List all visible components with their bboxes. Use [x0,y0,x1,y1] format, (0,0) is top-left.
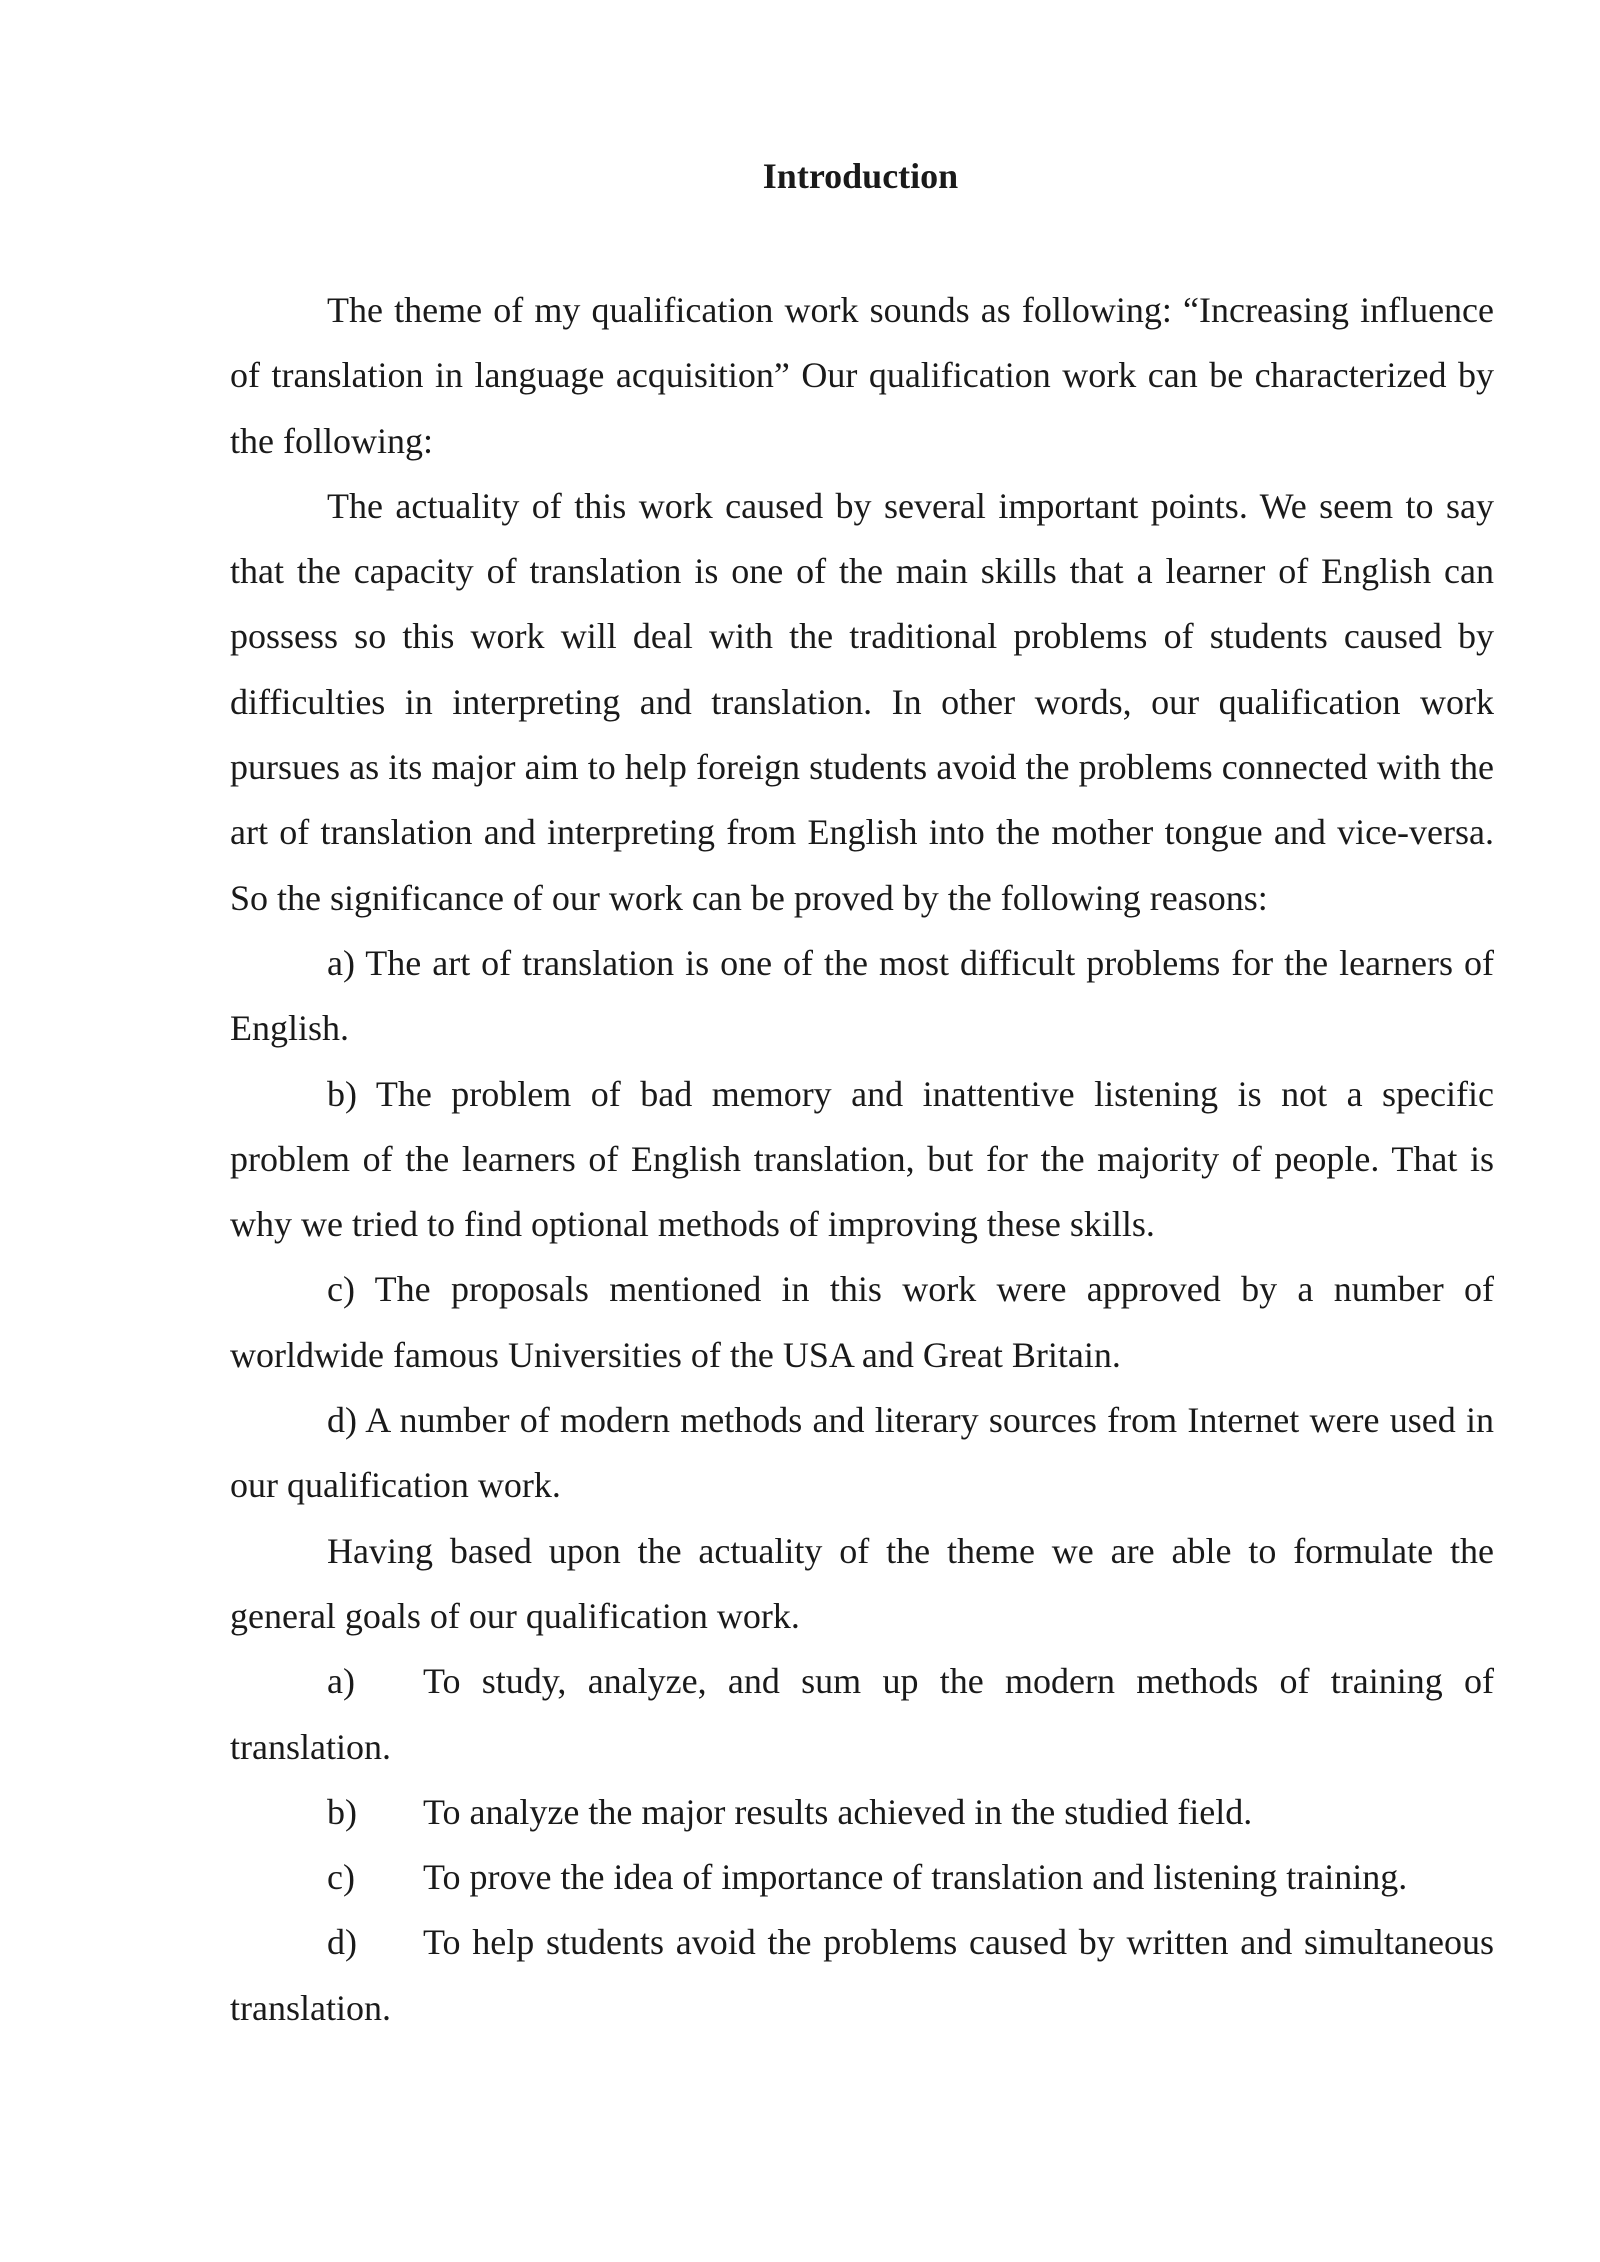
paragraph-goals-intro: Having based upon the actuality of the theme we are able to formulate the general goals of our qualification work. [230,1530,1494,1636]
goal-item [230,1649,1494,1780]
goal-text: To prove the idea of importance of translation and listening training. [423,1857,1408,1898]
paragraph-actuality: The actuality of this work caused by several important points. We seem to say that the capacity of translation is one of the main skills that a learner of English can possess so this work will deal with the traditional problems of students caused by difficulties in interpreting and translation. In other words, our qualification work pursues as its major aim to help foreign students avoid the problems connected with the art of translation and interpreting from English into the mother tongue and vice-versa. So the significance of our work can be proved by the following reasons: [230,485,1494,918]
page-title: Introduction [762,156,959,196]
paragraph-theme: The theme of my qualification work sounds as following: “Increasing influence of translation in language acquisition” Our qualification work can be characterized by the following: [230,290,1494,461]
reason-c: c) The proposals mentioned in this work were approved by a number of worldwide famous Universities of the USA and Great Britain. [230,1269,1494,1375]
goal-item [230,1780,1494,1845]
reason-d: d) A number of modern methods and literary sources from Internet were used in our qualification work. [230,1400,1494,1506]
page-content [230,150,1494,2041]
goal-marker: b) [327,1791,357,1832]
reason-b: b) The problem of bad memory and inattentive listening is not a specific problem of the learners of English translation, but for the majority of people. That is why we tried to find optional methods of improving these skills. [230,1073,1494,1245]
goal-marker: a) [327,1661,355,1702]
goal-text: To analyze the major results achieved in the studied field. [423,1791,1253,1832]
goal-marker: c) [327,1857,355,1898]
goal-text: To study, analyze, and sum up the modern methods of training of translation. [230,1661,1494,1767]
reason-a: a) The art of translation is one of the most difficult problems for the learners of English. [230,942,1494,1049]
goal-marker: d) [327,1922,357,1963]
goal-item [230,1910,1494,2041]
goal-text: To help students avoid the problems caused by written and simultaneous translation. [230,1922,1494,2028]
goal-item [230,1845,1494,1910]
